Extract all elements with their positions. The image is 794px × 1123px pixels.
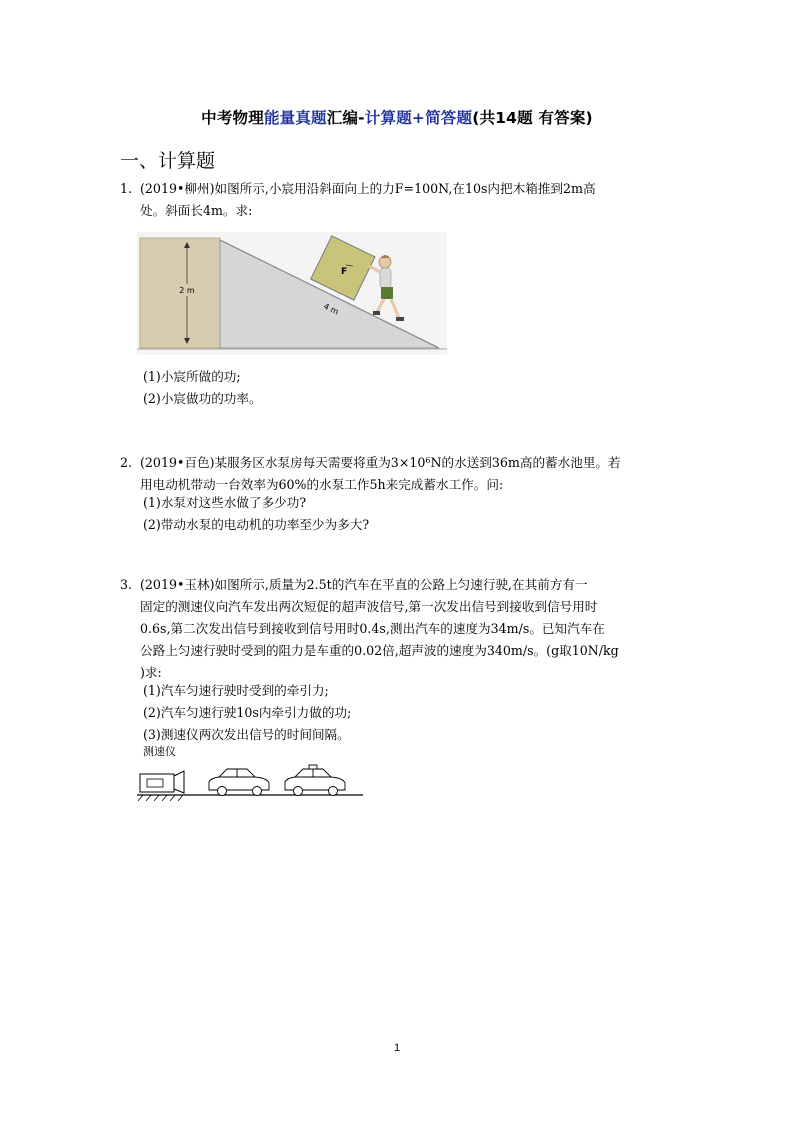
sub-question: (1)汽车匀速行驶时受到的牵引力; bbox=[143, 683, 329, 698]
question-text-line: (2019•百色)某服务区水泵房每天需要将重为$3\times 10^6N$的水送到36m高的蓄水池里。若 bbox=[140, 455, 621, 470]
question-3 bbox=[120, 574, 680, 684]
height-label: 2 m bbox=[179, 286, 195, 295]
sub-question: (1)小宸所做的功; bbox=[143, 369, 241, 384]
question-1 bbox=[120, 178, 680, 222]
question-number: 2. bbox=[120, 455, 133, 470]
question-text-line: 固定的测速仪向汽车发出两次短促的超声波信号,第一次发出信号到接收到信号用时 bbox=[140, 599, 598, 614]
question-text-line: (2019•柳州)如图所示,小宸用沿斜面向上的力F=100N,在10s内把木箱推到2m高 bbox=[140, 181, 596, 196]
length-label: 4 m bbox=[322, 301, 340, 317]
title-part5: (共14题 有答案) bbox=[472, 109, 593, 127]
force-label: F bbox=[341, 267, 348, 277]
car-1 bbox=[209, 769, 269, 796]
title-part1: 中考物理 bbox=[201, 109, 264, 127]
question-text-line: )求: bbox=[140, 665, 162, 680]
speed-meter-figure bbox=[137, 745, 367, 803]
question-text-line: 公路上匀速行驶时受到的阻力是车重的0.02倍,超声波的速度为340m/s。(g取10N/kg bbox=[140, 643, 619, 658]
sub-question: (2)小宸做功的功率。 bbox=[143, 391, 262, 406]
question-number: 1. bbox=[120, 181, 133, 196]
car-2 bbox=[285, 765, 345, 796]
question-text-line: (2019•玉林)如图所示,质量为2.5t的汽车在平直的公路上匀速行驶,在其前方有一 bbox=[140, 577, 588, 592]
question-text-line: 用电动机带动一台效率为60%的水泵工作5h来完成蓄水工作。问: bbox=[140, 477, 504, 492]
question-text-line: 处。斜面长4m。求: bbox=[140, 203, 253, 218]
speed-meter-device bbox=[140, 771, 184, 793]
speed-meter-label: 测速仪 bbox=[143, 745, 176, 758]
question-text-line: 0.6s,第二次发出信号到接收到信号用时0.4s,测出汽车的速度为34m/s。已知汽车在 bbox=[140, 621, 605, 636]
incline-figure bbox=[137, 232, 447, 355]
sub-question: (2)汽车匀速行驶10s内牵引力做的功; bbox=[143, 705, 352, 720]
sub-question: (3)测速仪两次发出信号的时间间隔。 bbox=[143, 727, 350, 742]
question-2 bbox=[120, 452, 680, 496]
title-part4: 计算题+简答题 bbox=[364, 109, 473, 127]
section-heading: 一、计算题 bbox=[120, 150, 216, 172]
page-number: 1 bbox=[393, 1042, 401, 1054]
title-part3: 汇编- bbox=[326, 109, 365, 127]
title-part2: 能量真题 bbox=[263, 109, 327, 127]
sub-question: (2)带动水泵的电动机的功率至少为多大? bbox=[143, 517, 370, 532]
question-number: 3. bbox=[120, 577, 133, 592]
sub-question: (1)水泵对这些水做了多少功? bbox=[143, 495, 307, 510]
page-title bbox=[0, 106, 794, 128]
